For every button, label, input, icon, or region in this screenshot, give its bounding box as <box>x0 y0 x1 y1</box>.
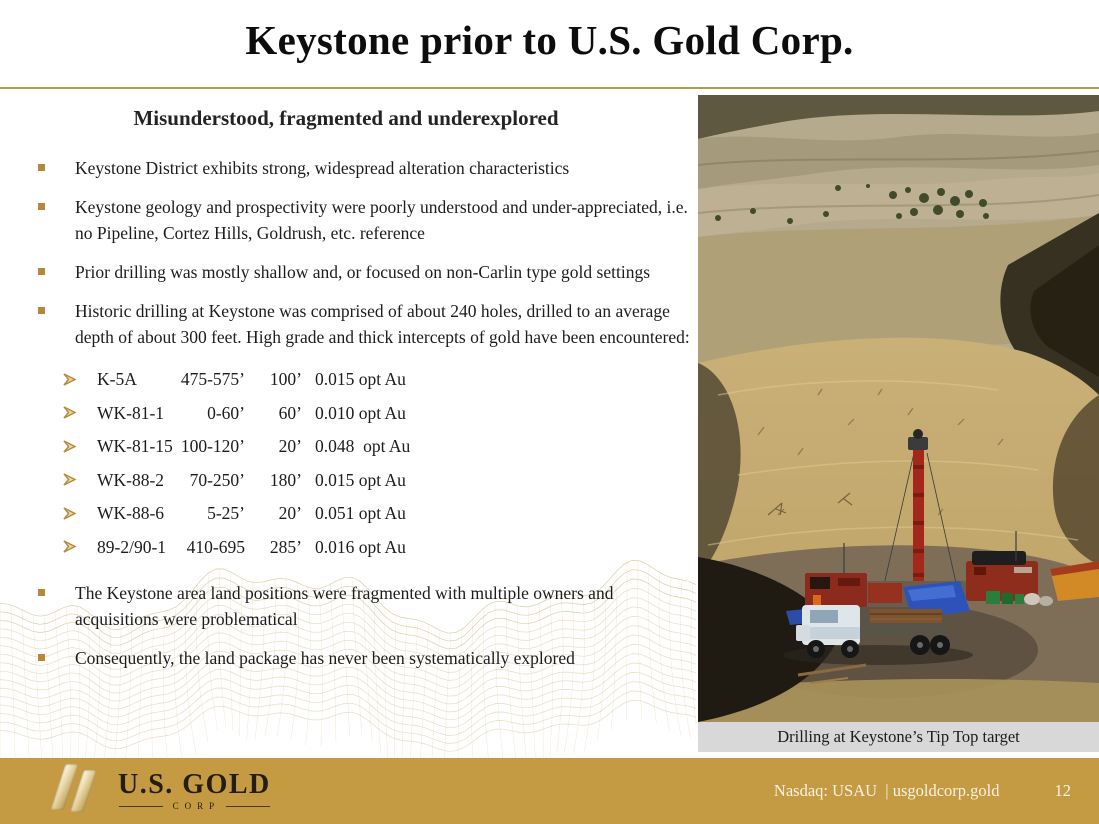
bullet-item <box>30 580 692 632</box>
logo-rule-left <box>119 806 163 807</box>
hole-interval: 410-695 <box>186 536 245 557</box>
hole-grade: 0.016 opt Au <box>315 536 406 557</box>
hole-grade: 0.015 opt Au <box>315 469 406 490</box>
hole-grade: 0.015 opt Au <box>315 369 406 390</box>
chevron-bullet-icon <box>63 406 77 419</box>
bullet-text: Historic drilling at Keystone was comprised of about 240 holes, drilled to an average depth of about 300 feet. High grade and thick intercepts of gold have been encountered: <box>75 301 690 347</box>
bullet-item <box>30 259 692 285</box>
square-bullet-icon <box>38 164 45 171</box>
drilling-photo-figure <box>698 95 1099 752</box>
square-bullet-icon <box>38 654 45 661</box>
chevron-bullet-icon <box>63 473 77 486</box>
chevron-bullet-icon <box>63 507 77 520</box>
page-title: Keystone prior to U.S. Gold Corp. <box>245 17 854 63</box>
hole-thickness: 285’ <box>269 536 302 557</box>
drill-hole-list <box>30 363 692 564</box>
hole-id: 89-2/90-1 <box>97 536 167 557</box>
bullet-list <box>30 155 692 350</box>
chevron-bullet-icon <box>63 440 77 453</box>
hole-thickness: 20’ <box>278 436 302 457</box>
bullet-text: Keystone District exhibits strong, widespread alteration characteristics <box>75 158 570 178</box>
logo-rule-right <box>226 806 270 807</box>
hole-id: WK-88-2 <box>97 469 165 490</box>
logo-corp-row <box>119 801 271 811</box>
bullet-text: The Keystone area land positions were fragmented with multiple owners and acquisitions were problematical <box>75 583 614 629</box>
hole-thickness: 60’ <box>278 402 302 423</box>
double-gold-bars-icon <box>58 770 96 812</box>
usgold-logo <box>58 770 271 812</box>
hole-interval: 100-120’ <box>180 436 245 457</box>
square-bullet-icon <box>38 203 45 210</box>
bullet-item <box>30 645 692 671</box>
hole-interval: 0-60’ <box>207 402 245 423</box>
title-divider <box>0 87 1099 89</box>
drill-hole-row <box>30 363 692 397</box>
hole-interval: 5-25’ <box>207 503 245 524</box>
drilling-photo-image <box>698 95 1099 722</box>
square-bullet-icon <box>38 307 45 314</box>
bullet-text: Prior drilling was mostly shallow and, or focused on non-Carlin type gold settings <box>75 262 651 282</box>
square-bullet-icon <box>38 589 45 596</box>
logo-text <box>118 771 271 811</box>
hole-interval: 475-575’ <box>180 369 245 390</box>
square-bullet-icon <box>38 268 45 275</box>
bullet-item <box>30 194 692 246</box>
hole-id: WK-88-6 <box>97 503 165 524</box>
hole-id: WK-81-15 <box>97 436 173 457</box>
photo-caption: Drilling at Keystone’s Tip Top target <box>698 722 1099 752</box>
page-number: 12 <box>1054 781 1071 800</box>
chevron-bullet-icon <box>63 540 77 553</box>
footer-bar <box>0 758 1099 824</box>
drill-hole-row <box>30 397 692 431</box>
hole-grade: 0.048 opt Au <box>315 436 411 457</box>
hole-id: K-5A <box>97 369 137 390</box>
hole-grade: 0.051 opt Au <box>315 503 406 524</box>
drill-hole-row <box>30 430 692 464</box>
hole-id: WK-81-1 <box>97 402 165 423</box>
drill-hole-row <box>30 497 692 531</box>
hole-thickness: 180’ <box>269 469 302 490</box>
logo-name: U.S. GOLD <box>118 769 271 800</box>
footer-right <box>774 781 1071 801</box>
chevron-bullet-icon <box>63 373 77 386</box>
closing-bullet-list <box>30 580 692 671</box>
logo-sub: CORP <box>172 801 221 811</box>
drill-hole-row <box>30 531 692 565</box>
bullet-item <box>30 155 692 181</box>
hole-thickness: 20’ <box>278 503 302 524</box>
drill-hole-row <box>30 464 692 498</box>
content-column <box>30 106 692 684</box>
bullet-text: Consequently, the land package has never been systematically explored <box>75 648 575 668</box>
hole-interval: 70-250’ <box>189 469 245 490</box>
bullet-text: Keystone geology and prospectivity were poorly understood and under-appreciated, i.e. no Pipeline, Cortez Hills, Goldrush, etc. reference <box>75 197 688 243</box>
bullet-item <box>30 298 692 350</box>
hole-thickness: 100’ <box>269 369 302 390</box>
slide-subtitle: Misunderstood, fragmented and underexplored <box>133 106 559 130</box>
ticker-text: Nasdaq: USAU | usgoldcorp.gold <box>773 781 1000 800</box>
hole-grade: 0.010 opt Au <box>315 402 406 423</box>
